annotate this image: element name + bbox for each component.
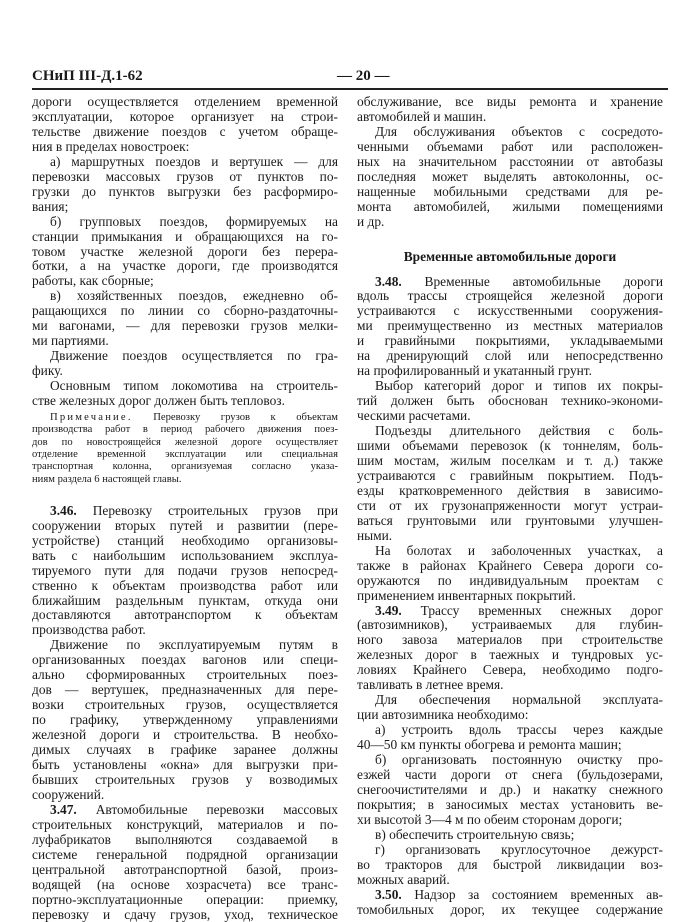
text-line: ченными объемами работ или расположен- <box>357 138 663 154</box>
text-line: ловиях Крайнего Севера, необходимо подго- <box>357 662 663 678</box>
paragraph <box>357 379 663 424</box>
text-run: Перевозку строительных грузов при <box>76 502 338 518</box>
text-line: тельстве движение поездов с учетом обраще- <box>32 123 338 139</box>
document-code: СНиП III-Д.1-62 <box>32 68 143 84</box>
text-line: Для обслуживания объектов с сосредото- <box>375 123 663 139</box>
paragraph <box>357 424 663 544</box>
paragraph <box>357 828 663 843</box>
text-line: эксплуатации, которое организует на строи- <box>32 108 338 124</box>
running-header <box>32 68 668 88</box>
text-line: работы, как сборные; <box>32 273 154 289</box>
text-line <box>357 888 663 903</box>
text-line: 40—50 км пункты обогрева и ремонта машин; <box>357 737 622 753</box>
paragraph <box>357 723 663 753</box>
text-line: бывших строительных грузов у возводимых <box>32 771 338 787</box>
text-line: луфабрикатов выполняются создаваемой в <box>32 831 338 847</box>
text-line: Подъезды длительного действия с боль- <box>375 423 663 439</box>
text-line: транспортная колонна, организуемая согласно указа- <box>32 461 338 473</box>
text-line <box>32 803 338 818</box>
text-line: перевозки массовых грузов от пунктов по- <box>32 168 338 184</box>
text-line: и гравийными покрытиями, укладываемыми <box>357 333 663 349</box>
text-line <box>357 275 663 290</box>
text-line: нащенные мобильными средствами для ре- <box>357 183 663 199</box>
clause-paragraph <box>32 504 338 639</box>
text-line: по графику, утвержденному управлениями <box>32 712 338 728</box>
text-line: ными. <box>357 527 393 543</box>
text-line: на профилированный и укатанный грунт. <box>357 363 593 379</box>
text-line: ращающихся по линии со сборно-раздаточны- <box>32 303 338 319</box>
header-rule <box>32 88 668 90</box>
text-line: тий должен быть обоснован технико-экономи- <box>357 393 663 409</box>
text-line: перевозку и сдачу грузов, уход, техническое <box>32 906 338 922</box>
clause-paragraph <box>357 888 663 918</box>
text-line: быть установлены «окна» для выгрузки при- <box>32 757 338 772</box>
paragraph <box>357 125 663 230</box>
text-line: Выбор категорий дорог и типов их покры- <box>375 378 663 394</box>
clause-paragraph <box>357 604 663 694</box>
text-line: езды кратковременного действия в зависимо- <box>357 482 663 498</box>
paragraph <box>357 95 663 125</box>
text-line: водящей (на основе хозрасчета) все транс- <box>32 876 338 892</box>
text-line: сооружений. <box>32 786 105 802</box>
text-run: Перевозку грузов к объектам <box>132 412 338 424</box>
text-line <box>357 604 663 619</box>
text-line: устраиваются с искусственными сооружения- <box>357 303 663 319</box>
text-line: оружаются по индивидуальным проектам с <box>357 572 663 588</box>
text-line: системе генеральной подрядной организации <box>32 846 338 862</box>
spacer <box>32 486 338 504</box>
text-line: монта автомобилей, жилыми помещениями <box>357 198 663 214</box>
paragraph <box>32 215 338 290</box>
text-line: Основным типом локомотива на строитель- <box>50 378 338 394</box>
text-line: ботки, а на участке дороги, где производятся <box>32 258 338 274</box>
text-line: производства работ. <box>32 622 146 638</box>
text-run: Автомобильные перевозки массовых <box>76 801 338 817</box>
clause-number: 3.49. <box>375 602 402 618</box>
text-line: шими объемами перевозок (к тоннелям, боль- <box>357 438 663 454</box>
text-line: дов — вертушек, предназначенных для пере- <box>32 682 338 698</box>
text-line: строительных конструкций, материалов и по- <box>32 816 338 832</box>
text-line: хи высотой 3—4 м по обеим сторонам дороги; <box>357 811 623 827</box>
note-label: Примечание. <box>50 412 133 424</box>
text-line: устраиваются с гравийным покрытием. Подъ- <box>357 467 663 483</box>
text-line: Движение по эксплуатируемым путям в <box>50 637 338 653</box>
page-number: — 20 — <box>337 68 390 84</box>
text-line: ближайшим раздельным пунктам, откуда они <box>32 592 338 608</box>
text-line: также в районах Крайнего Севера дороги со- <box>357 557 663 573</box>
clause-paragraph <box>32 803 338 922</box>
text-line: дов по новостроящейся железной дороге осуществляет <box>32 436 338 448</box>
text-line: грузки до пунктов выгрузки без расформиро- <box>32 183 338 199</box>
text-line: доставляются автотранспортом к объектам <box>32 607 338 623</box>
text-line: дороги осуществляется отделением временной <box>32 94 338 109</box>
text-line: сти от их грузонапряженности могут устраи- <box>357 497 663 513</box>
text-line: ваться грунтовыми или грунтовыми улучшен- <box>357 512 663 528</box>
text-line: ния в пределах новостроек: <box>32 138 190 154</box>
clause-number: 3.48. <box>375 273 402 289</box>
text-line: тируемого пути для подачи грузов непосред- <box>32 562 338 578</box>
text-line: снегоочистителями и др.) и накатку снежного <box>357 781 663 797</box>
text-line: ниям раздела 6 настоящей главы. <box>32 473 182 485</box>
clause-number: 3.47. <box>50 801 77 817</box>
text-line: отделение временной эксплуатации или специальная <box>32 448 338 460</box>
text-line: ственно к объектам производства работ или <box>32 577 338 593</box>
text-line: организованных поездах вагонов или специ- <box>32 652 338 668</box>
text-line: железной дороги и строительства. В необхо- <box>32 727 338 743</box>
text-line: покрытия; в заносимых местах установить ве- <box>357 796 663 812</box>
text-line: (автозимников), устраиваемых для глубин- <box>357 617 663 633</box>
text-line: центральной автотранспортной базой, произ- <box>32 861 338 877</box>
text-line <box>32 504 338 519</box>
clause-number: 3.46. <box>50 502 77 518</box>
text-line: фику. <box>32 363 63 379</box>
text-line: на дренирующий слой или непосредственно <box>357 348 663 364</box>
text-line: б) групповых поездов, формируемых на <box>50 213 338 229</box>
clause-number: 3.50. <box>375 886 402 902</box>
text-line: томобильных дорог, их текущее содержание <box>357 901 663 917</box>
text-line: а) маршрутных поездов и вертушек — для <box>50 153 338 169</box>
text-line: Движение поездов осуществляется по гра- <box>50 348 338 364</box>
paragraph <box>32 379 338 409</box>
text-line: б) организовать постоянную очистку про- <box>375 752 663 768</box>
clause-paragraph <box>357 275 663 380</box>
text-line: портно-эксплуатационные операции: приемку, <box>32 891 338 907</box>
text-line: шим мостам, жилым поселкам и т. д.) также <box>357 452 663 468</box>
paragraph <box>357 544 663 604</box>
text-line: ми преимущественно из местных материалов <box>357 318 663 334</box>
text-line: сооружении вторых путей и развитии (пере- <box>32 517 338 533</box>
text-line: товом участке железной дороги без перера- <box>32 243 338 259</box>
paragraph <box>32 349 338 379</box>
text-line: обслуживание, все виды ремонта и хранение <box>357 94 663 109</box>
text-line: автомобилей и машин. <box>357 108 487 124</box>
paragraph <box>32 289 338 349</box>
text-line: производства работ в период рабочего движения поез- <box>32 424 338 436</box>
text-line: в) хозяйственных поездов, ежедневно об- <box>50 288 338 304</box>
text-line: ных на значительном расстоянии от автобазы <box>357 153 663 169</box>
right-column <box>357 95 663 918</box>
paragraph <box>357 843 663 888</box>
paragraph <box>32 638 338 802</box>
text-line: димых случаях в графике заранее должны <box>32 742 338 758</box>
text-line: ции автозимника необходимо: <box>357 707 529 723</box>
text-line: железных дорог в таежных и тундровых ус- <box>357 647 663 663</box>
text-line: устройстве) станций необходимо организовы- <box>32 532 338 548</box>
text-line <box>32 412 338 424</box>
text-line: Для обеспечения нормальной эксплуата- <box>375 692 663 708</box>
paragraph <box>32 155 338 215</box>
paragraph <box>357 693 663 723</box>
text-line: ми вагонами, — для перевозки грузов мелки- <box>32 318 338 334</box>
note-paragraph <box>32 412 338 486</box>
text-line: езжей части дороги от снега (бульдозерами, <box>357 766 663 782</box>
text-run: Трассу временных снежных дорог <box>401 602 663 618</box>
text-line: стве железных дорог должен быть тепловоз. <box>32 393 285 409</box>
text-line: ально сформированных строительных поез- <box>32 667 338 683</box>
text-line: последняя может выделять автоколонны, ос- <box>357 168 663 184</box>
text-line: применением инвентарных покрытий. <box>357 587 576 603</box>
text-run: Временные автомобильные дороги <box>401 273 663 289</box>
section-heading: Временные автомобильные дороги <box>403 248 617 264</box>
text-line: ческими расчетами. <box>357 408 471 424</box>
text-line: а) устроить вдоль трассы через каждые <box>375 722 663 738</box>
text-line: вания; <box>32 198 69 214</box>
paragraph <box>32 95 338 155</box>
text-line: вать с наибольшим использованием эксплуа- <box>32 547 338 563</box>
left-column <box>32 95 338 922</box>
text-line: ного завоза материалов при строительстве <box>357 632 663 648</box>
text-line: и др. <box>357 213 385 229</box>
text-run: Надзор за состоянием временных ав- <box>401 886 663 902</box>
text-line: во тракторов для быстрой ликвидации воз- <box>357 856 663 872</box>
text-line: в) обеспечить строительную связь; <box>375 826 575 842</box>
text-line: На болотах и заболоченных участках, а <box>375 542 663 558</box>
text-line: вдоль трассы строящейся железной дороги <box>357 288 663 304</box>
text-line: возки строительных грузов, осуществляется <box>32 697 338 713</box>
text-line: станции примыкания и обращающихся на го- <box>32 228 338 244</box>
text-line: ми партиями. <box>32 333 109 349</box>
text-line: можных аварий. <box>357 871 450 887</box>
text-line: тавливать в летнее время. <box>357 677 504 693</box>
paragraph <box>357 753 663 828</box>
text-line: г) организовать круглосуточное дежурст- <box>375 841 663 857</box>
